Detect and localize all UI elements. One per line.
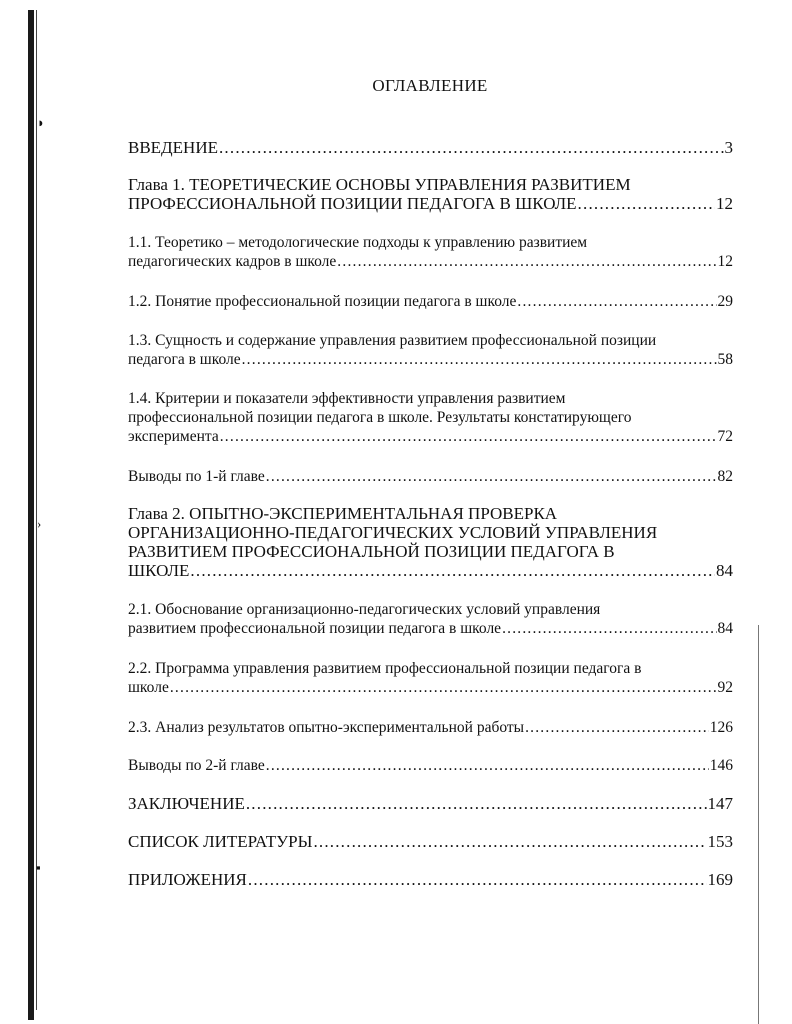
dot-leader: [248, 870, 707, 889]
toc-entry-conclusions-2[interactable]: [128, 756, 733, 775]
toc-entry-title: 2.1. Обоснование организационно-педагогических условий управления: [128, 601, 601, 618]
toc-entry-title: ПРИЛОЖЕНИЯ: [128, 870, 247, 889]
toc-entry-section-2-1[interactable]: [128, 600, 733, 638]
toc-entry-section-1-1[interactable]: [128, 233, 733, 271]
toc-entry-section-2-2[interactable]: [128, 659, 733, 697]
toc-entry-title: ОРГАНИЗАЦИОННО-ПЕДАГОГИЧЕСКИХ УСЛОВИЙ УПРАВЛЕНИЯ: [128, 523, 658, 542]
dot-leader: [313, 832, 706, 851]
dot-leader: [170, 678, 717, 697]
toc-entry-title: РАЗВИТИЕМ ПРОФЕССИОНАЛЬНОЙ ПОЗИЦИИ ПЕДАГОГА В: [128, 542, 615, 561]
toc-entry-page: 169: [707, 870, 733, 889]
scan-mark-icon: ›: [37, 516, 42, 531]
toc-entry-section-1-4[interactable]: [128, 389, 733, 446]
toc-entry-title: ВВЕДЕНИЕ: [128, 138, 218, 157]
toc-entry-introduction[interactable]: [128, 138, 733, 157]
toc-entry-title: 1.4. Критерии и показатели эффективности управления развитием: [128, 390, 566, 407]
dot-leader: [525, 718, 709, 737]
toc-entry-appendices[interactable]: [128, 870, 733, 889]
toc-entry-title: Выводы по 2-й главе: [128, 757, 265, 774]
toc-entry-page: 12: [717, 253, 733, 270]
toc-list: [128, 138, 733, 889]
toc-entry-page: 84: [716, 561, 733, 580]
dot-leader: [246, 794, 707, 813]
toc-entry-page: 147: [707, 794, 733, 813]
toc-title: ОГЛАВЛЕНИЕ: [372, 76, 488, 95]
toc-entry-title: ПРОФЕССИОНАЛЬНОЙ ПОЗИЦИИ ПЕДАГОГА В ШКОЛЕ: [128, 194, 577, 213]
binding-edge: [28, 10, 34, 1020]
toc-entry-page: 29: [717, 293, 733, 310]
toc-entry-chapter-1[interactable]: [128, 175, 733, 213]
toc-entry-title: Глава 2. ОПЫТНО-ЭКСПЕРИМЕНТАЛЬНАЯ ПРОВЕРКА: [128, 504, 558, 523]
dot-leader: [242, 350, 717, 369]
toc-entry-title: педагогических кадров в школе: [128, 253, 337, 270]
toc-entry-page: 82: [717, 468, 733, 485]
toc-entry-section-2-3[interactable]: [128, 718, 733, 737]
toc-entry-title: 2.2. Программа управления развитием профессиональной позиции педагога в: [128, 660, 642, 677]
dot-leader: [220, 427, 717, 446]
dot-leader: [219, 138, 724, 157]
toc-entry-page: 126: [709, 719, 733, 736]
scan-mark-icon: ▪: [36, 860, 41, 875]
toc-entry-title: 2.3. Анализ результатов опытно-экспериментальной работы: [128, 719, 525, 736]
toc-entry-title: педагога в школе: [128, 351, 241, 368]
dot-leader: [266, 467, 717, 486]
toc-entry-page: 12: [716, 194, 733, 213]
toc-entry-title: эксперимента: [128, 428, 219, 445]
toc-entry-page: 84: [717, 620, 733, 637]
dot-leader: [266, 756, 709, 775]
toc-entry-title: ШКОЛЕ: [128, 561, 190, 580]
dot-leader: [337, 252, 716, 271]
toc-entry-page: 146: [709, 757, 733, 774]
toc-entry-bibliography[interactable]: [128, 832, 733, 851]
toc-entry-title: профессиональной позиции педагога в школе. Результаты констатирующего: [128, 409, 632, 426]
toc-entry-title: развитием профессиональной позиции педагога в школе: [128, 620, 502, 637]
toc-entry-title: 1.3. Сущность и содержание управления развитием профессиональной позиции: [128, 332, 657, 349]
dot-leader: [502, 619, 716, 638]
toc-entry-title: ЗАКЛЮЧЕНИЕ: [128, 794, 245, 813]
toc-entry-title: 1.2. Понятие профессиональной позиции педагога в школе: [128, 293, 517, 310]
dot-leader: [578, 194, 715, 213]
toc-entry-page: 153: [707, 832, 733, 851]
toc-entry-conclusion[interactable]: [128, 794, 733, 813]
toc-entry-section-1-2[interactable]: [128, 292, 733, 311]
toc-entry-title: СПИСОК ЛИТЕРАТУРЫ: [128, 832, 313, 851]
toc-entry-page: 92: [717, 679, 733, 696]
scan-right-line: [758, 625, 759, 1024]
toc-entry-chapter-2[interactable]: [128, 504, 733, 580]
toc-entry-title: 1.1. Теоретико – методологические подходы к управлению развитием: [128, 234, 588, 251]
scan-mark-icon: ◗: [37, 115, 45, 130]
dot-leader: [517, 292, 716, 311]
toc-entry-section-1-3[interactable]: [128, 331, 733, 369]
toc-entry-title: Выводы по 1-й главе: [128, 468, 265, 485]
toc-entry-title: школе: [128, 679, 169, 696]
toc-entry-page: 3: [724, 138, 733, 157]
toc-entry-page: 72: [717, 428, 733, 445]
dot-leader: [190, 561, 715, 580]
toc-entry-conclusions-1[interactable]: [128, 467, 733, 486]
toc-entry-title: Глава 1. ТЕОРЕТИЧЕСКИЕ ОСНОВЫ УПРАВЛЕНИЯ РАЗВИТИЕМ: [128, 175, 631, 194]
toc-entry-page: 58: [717, 351, 733, 368]
